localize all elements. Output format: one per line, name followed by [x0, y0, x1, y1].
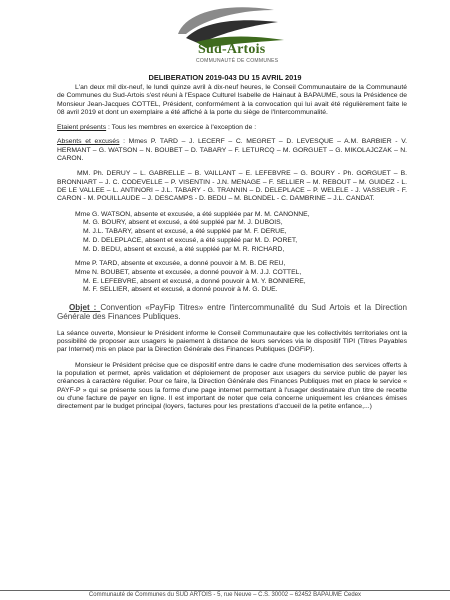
seance-paragraph: La séance ouverte, Monsieur le Président informe le Conseil Communautaire que les collectivités territoriales ont la possibilité de proposer aux usagers le paiement à distance de leurs services via le dispositif TIPI (Titres Payables par Internet) mis en place par la Direction Générale des Finances Publiques (DGFiP). — [57, 329, 407, 354]
president-paragraph: Monsieur le Président précise que ce dispositif entre dans le cadre d'une modernisation des services offerts à la population et permet, après validation et déploiement de proposer aux usagers du service public de payer les créances à caractère régulier. Pour ce faire, la Direction Générale des Finances Publiques met en place le service « PAYF-P » qui se présente sous la forme d'une page internet permettant à l'usager destinataire d'un titre de recette ou d'une facture de payer en ligne. Il est important de noter que cela concerne uniquement les créances émises directement par le budget principal (loyers, factures pour les prestations d'accueil de la petite enfance,...) — [57, 361, 407, 411]
power-line: M. F. SELLIER, absent et excusé, a donné pouvoir à M. G. DUE. — [83, 286, 278, 294]
substitute-line: M. D. BEDU, absent et excusé, a été suppléé par M. R. RICHARD, — [83, 245, 285, 253]
present-text: : Tous les membres en exercice à l'exception de : — [106, 124, 257, 132]
deliberation-heading: DELIBERATION 2019-043 DU 15 AVRIL 2019 — [148, 73, 302, 82]
power-line: M. E. LEFEBVRE, absent et excusé, a donné pouvoir à M. Y. BONNIERE, — [83, 277, 306, 285]
substitute-line: M. D. DELEPLACE, absent et excusé, a été suppléé par M. D. PORET, — [83, 236, 298, 244]
page-footer: Communauté de Communes du SUD ARTOIS - 5, rue Neuve – C.S. 30002 – 62452 BAPAUME Cedex — [0, 590, 450, 598]
present-label: Etaient présents — [57, 124, 107, 132]
sud-artois-logo — [156, 4, 296, 68]
logo-title: Sud-Artois — [198, 42, 266, 57]
intro-paragraph: L'an deux mil dix-neuf, le lundi quinze avril à dix-neuf heures, le Conseil Communautaire de la Communauté de Communes du Sud-Artois s'est réuni à l'Espace Culturel Isabelle de Hainaut à BAPAUME, sous la Présidence de Monsieur Jean-Jacques COTTEL, Président, conformément à la convocation qui lui avait été régulièrement faite le 08 avril 2019 et dont un exemplaire a été affiché à la porte du siège de l'Intercommunalité. — [57, 84, 407, 116]
substitute-line: M. J.L. TABARY, absent et excusé, a été suppléé par M. F. DERUE, — [83, 228, 287, 236]
members-paragraph: MM. Ph. DERUY – L. GABRELLE – B. VAILLANT – E. LEFEBVRE – G. BOURY - Ph. GORGUET – B. BRONNIART – J. C. CODEVELLE – P. VISENTIN - J.N. MENAGE – F. SELLIER – M. REBOUT – M. GUIDEZ - L. DE LE VALLEE – L. ANTINORI – J.L. TABARY - G. TRANNIN – D. DELEPLACE – P. WELELE - J. VASSEUR - F. CARON - M. POUILLAUDE – J. DESCAMPS - D. BEDU – M. BLONDEL - C. DAMBRINE – J.L. CANDAT. — [57, 170, 407, 203]
absent-label: Absents et excusés — [57, 138, 120, 146]
logo-subtitle: COMMUNAUTÉ DE COMMUNES — [196, 58, 279, 64]
present-line — [57, 124, 407, 132]
substitute-line: Mme G. WATSON, absente et excusée, a été suppléée par M. M. CANONNE, — [75, 210, 310, 218]
power-line: Mme P. TARD, absente et excusée, a donné pouvoir à M. B. DE REU, — [75, 260, 286, 268]
substitutes-list — [75, 211, 407, 254]
powers-list — [75, 260, 407, 295]
absent-paragraph — [57, 138, 407, 163]
document-body — [57, 84, 407, 411]
object-label: Objet : — [69, 303, 100, 312]
object-text: Convention «PayFip Titres» entre l'intercommunalité du Sud Artois et la Direction Générale des Finances Publiques. — [57, 302, 407, 322]
absent-text: : Mmes P. TARD – J. LECERF – C. MEGRET – D. LEVESQUE – A.M. BARBIER - V. HERMANT – G. WATSON – N. BOUBET – D. TABARY – F. LETURCQ – M. GORGUET – G. MIKOLAJCZAK – N. CARON. — [57, 138, 407, 163]
substitute-line: M. G. BOURY, absent et excusé, a été suppléé par M. J. DUBOIS, — [83, 219, 283, 227]
power-line: Mme N. BOUBET, absente et excusée, a donné pouvoir à M. J.J. COTTEL, — [75, 268, 302, 276]
object-paragraph — [57, 303, 407, 322]
